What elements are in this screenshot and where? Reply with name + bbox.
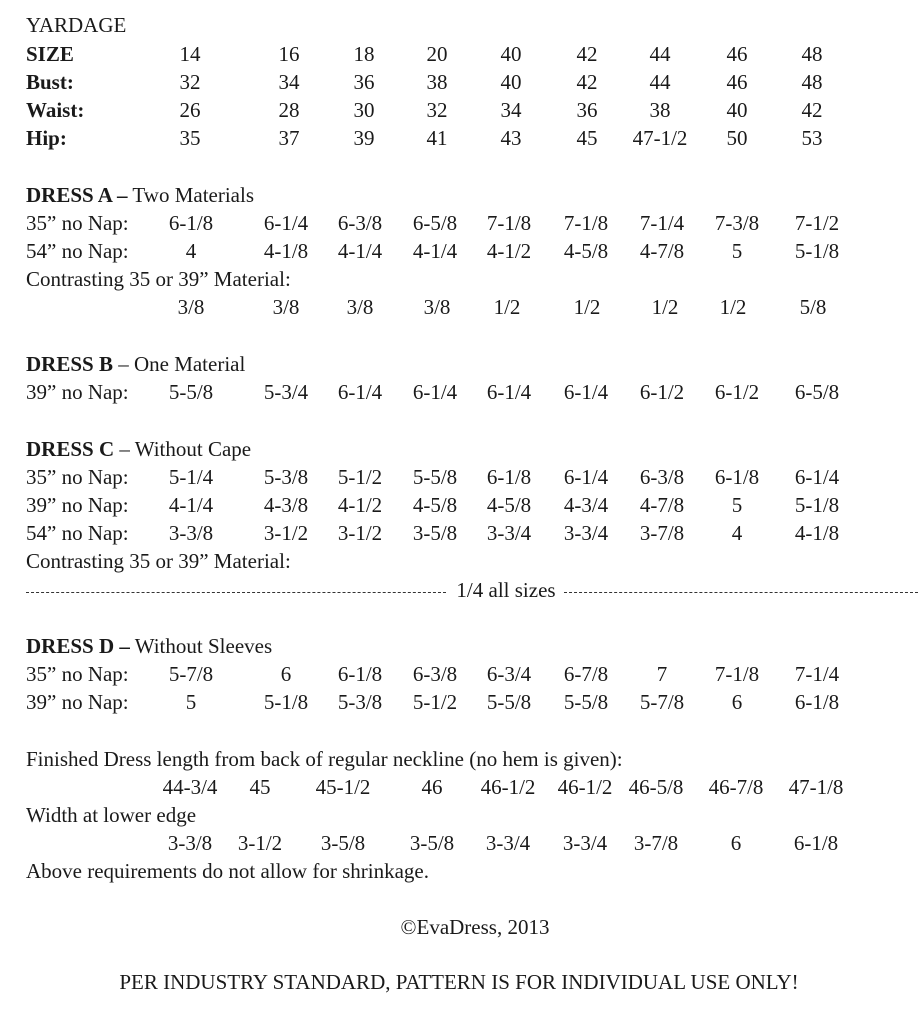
dashed-rule-right bbox=[564, 576, 918, 604]
value-cell: 3-3/4 bbox=[485, 831, 531, 855]
value-cell: 6-1/4 bbox=[263, 211, 309, 235]
value-cell: 26 bbox=[179, 98, 201, 122]
value-cell: 42 bbox=[801, 98, 823, 122]
value-cell: 42 bbox=[576, 42, 598, 66]
value-cell: 6 bbox=[731, 690, 743, 714]
hip-row bbox=[0, 124, 918, 152]
value-cell: 3-1/2 bbox=[337, 521, 383, 545]
value-cell: 5-5/8 bbox=[486, 690, 532, 714]
dress-c-all-sizes-line bbox=[0, 576, 918, 604]
value-cell: 6-3/8 bbox=[412, 662, 458, 686]
value-cell: 46-1/2 bbox=[557, 775, 613, 799]
value-cell: 6-1/4 bbox=[794, 465, 840, 489]
value-cell: 5 bbox=[731, 493, 743, 517]
row-label: 35” no Nap: bbox=[26, 662, 129, 686]
dress-b-heading bbox=[0, 350, 918, 378]
value-cell: 5-5/8 bbox=[412, 465, 458, 489]
row-label: 35” no Nap: bbox=[26, 465, 129, 489]
value-cell: 34 bbox=[500, 98, 522, 122]
value-cell: 4-3/4 bbox=[563, 493, 609, 517]
value-cell: 5-3/4 bbox=[263, 380, 309, 404]
value-cell: 5-1/8 bbox=[263, 690, 309, 714]
dress-c-contrast-label-line bbox=[0, 547, 918, 575]
yardage-title-line bbox=[0, 11, 918, 39]
row-label: 39” no Nap: bbox=[26, 493, 129, 517]
dress-b-row-39 bbox=[0, 378, 918, 406]
value-cell: 6-1/8 bbox=[168, 211, 214, 235]
row-label: 39” no Nap: bbox=[26, 690, 129, 714]
value-cell: 6-1/4 bbox=[563, 465, 609, 489]
waist-label: Waist: bbox=[26, 98, 85, 122]
value-cell: 46-1/2 bbox=[480, 775, 536, 799]
value-cell: 45-1/2 bbox=[315, 775, 371, 799]
value-cell: 3-7/8 bbox=[633, 831, 679, 855]
value-cell: 3/8 bbox=[346, 295, 374, 319]
value-cell: 47-1/2 bbox=[632, 126, 688, 150]
row-label: 39” no Nap: bbox=[26, 380, 129, 404]
value-cell: 5-7/8 bbox=[639, 690, 685, 714]
dress-a-contrast-row bbox=[0, 293, 918, 321]
value-cell: 46 bbox=[421, 775, 443, 799]
value-cell: 48 bbox=[801, 70, 823, 94]
value-cell: 6-1/2 bbox=[714, 380, 760, 404]
finished-length-row bbox=[0, 773, 918, 801]
value-cell: 3-5/8 bbox=[409, 831, 455, 855]
disclaimer-line bbox=[0, 968, 918, 996]
value-cell: 46-7/8 bbox=[708, 775, 764, 799]
value-cell: 3/8 bbox=[177, 295, 205, 319]
value-cell: 46 bbox=[726, 70, 748, 94]
value-cell: 6-5/8 bbox=[794, 380, 840, 404]
value-cell: 4-5/8 bbox=[563, 239, 609, 263]
value-cell: 7-1/8 bbox=[714, 662, 760, 686]
dress-d-heading-bold: DRESS D – bbox=[26, 634, 130, 658]
value-cell: 5/8 bbox=[799, 295, 827, 319]
disclaimer-text: PER INDUSTRY STANDARD, PATTERN IS FOR INDIVIDUAL USE ONLY! bbox=[119, 970, 799, 994]
value-cell: 6-1/8 bbox=[337, 662, 383, 686]
value-cell: 50 bbox=[726, 126, 748, 150]
value-cell: 4-1/2 bbox=[337, 493, 383, 517]
value-cell: 3-3/8 bbox=[167, 831, 213, 855]
value-cell: 4-1/8 bbox=[794, 521, 840, 545]
value-cell: 39 bbox=[353, 126, 375, 150]
hip-label: Hip: bbox=[26, 126, 67, 150]
value-cell: 4-1/4 bbox=[337, 239, 383, 263]
value-cell: 3-1/2 bbox=[237, 831, 283, 855]
value-cell: 16 bbox=[278, 42, 300, 66]
copyright-text: ©EvaDress, 2013 bbox=[400, 915, 550, 939]
dress-a-heading bbox=[0, 181, 918, 209]
dress-a-contrast-label: Contrasting 35 or 39” Material: bbox=[26, 267, 291, 291]
row-label: 54” no Nap: bbox=[26, 239, 129, 263]
finished-length-label-line bbox=[0, 745, 918, 773]
value-cell: 5-1/2 bbox=[412, 690, 458, 714]
value-cell: 30 bbox=[353, 98, 375, 122]
row-label: 54” no Nap: bbox=[26, 521, 129, 545]
value-cell: 7-3/8 bbox=[714, 211, 760, 235]
shrinkage-note: Above requirements do not allow for shrinkage. bbox=[26, 859, 429, 883]
value-cell: 6 bbox=[280, 662, 292, 686]
dress-d-row-39 bbox=[0, 688, 918, 716]
value-cell: 36 bbox=[576, 98, 598, 122]
value-cell: 32 bbox=[179, 70, 201, 94]
dress-c-heading-bold: DRESS C bbox=[26, 437, 115, 461]
dress-c-heading-text: – Without Cape bbox=[114, 437, 252, 461]
dress-d-row-35 bbox=[0, 660, 918, 688]
value-cell: 5-1/8 bbox=[794, 493, 840, 517]
value-cell: 40 bbox=[500, 70, 522, 94]
value-cell: 4-7/8 bbox=[639, 493, 685, 517]
value-cell: 4-7/8 bbox=[639, 239, 685, 263]
value-cell: 47-1/8 bbox=[788, 775, 844, 799]
value-cell: 3-5/8 bbox=[412, 521, 458, 545]
dress-c-row-39 bbox=[0, 491, 918, 519]
value-cell: 6-1/4 bbox=[486, 380, 532, 404]
value-cell: 45 bbox=[576, 126, 598, 150]
value-cell: 38 bbox=[649, 98, 671, 122]
value-cell: 36 bbox=[353, 70, 375, 94]
value-cell: 5-3/8 bbox=[263, 465, 309, 489]
value-cell: 44-3/4 bbox=[162, 775, 218, 799]
value-cell: 7-1/4 bbox=[639, 211, 685, 235]
value-cell: 4 bbox=[731, 521, 743, 545]
value-cell: 4-1/4 bbox=[168, 493, 214, 517]
value-cell: 7-1/8 bbox=[486, 211, 532, 235]
value-cell: 6-1/8 bbox=[793, 831, 839, 855]
value-cell: 28 bbox=[278, 98, 300, 122]
value-cell: 20 bbox=[426, 42, 448, 66]
value-cell: 4-5/8 bbox=[412, 493, 458, 517]
value-cell: 6-1/4 bbox=[337, 380, 383, 404]
dress-b-heading-text: – One Material bbox=[112, 352, 246, 376]
value-cell: 1/2 bbox=[493, 295, 521, 319]
value-cell: 53 bbox=[801, 126, 823, 150]
row-label: 35” no Nap: bbox=[26, 211, 129, 235]
width-lower-label-line bbox=[0, 801, 918, 829]
value-cell: 7 bbox=[656, 662, 668, 686]
value-cell: 5-1/4 bbox=[168, 465, 214, 489]
value-cell: 4 bbox=[185, 239, 197, 263]
value-cell: 38 bbox=[426, 70, 448, 94]
value-cell: 45 bbox=[249, 775, 271, 799]
value-cell: 5 bbox=[185, 690, 197, 714]
width-lower-row bbox=[0, 829, 918, 857]
value-cell: 1/2 bbox=[573, 295, 601, 319]
value-cell: 14 bbox=[179, 42, 201, 66]
value-cell: 37 bbox=[278, 126, 300, 150]
value-cell: 5-3/8 bbox=[337, 690, 383, 714]
value-cell: 5-5/8 bbox=[563, 690, 609, 714]
value-cell: 3-3/4 bbox=[562, 831, 608, 855]
bust-label: Bust: bbox=[26, 70, 74, 94]
value-cell: 6-5/8 bbox=[412, 211, 458, 235]
value-cell: 6-1/8 bbox=[714, 465, 760, 489]
dress-c-heading bbox=[0, 435, 918, 463]
value-cell: 41 bbox=[426, 126, 448, 150]
value-cell: 7-1/2 bbox=[794, 211, 840, 235]
value-cell: 3-3/4 bbox=[486, 521, 532, 545]
value-cell: 3-5/8 bbox=[320, 831, 366, 855]
copyright-line bbox=[0, 913, 918, 941]
value-cell: 5-1/2 bbox=[337, 465, 383, 489]
value-cell: 32 bbox=[426, 98, 448, 122]
value-cell: 6-7/8 bbox=[563, 662, 609, 686]
value-cell: 6-3/4 bbox=[486, 662, 532, 686]
value-cell: 4-1/4 bbox=[412, 239, 458, 263]
value-cell: 3/8 bbox=[272, 295, 300, 319]
all-sizes-text: 1/4 all sizes bbox=[456, 578, 556, 602]
value-cell: 6-1/8 bbox=[794, 690, 840, 714]
value-cell: 1/2 bbox=[719, 295, 747, 319]
value-cell: 44 bbox=[649, 42, 671, 66]
value-cell: 3-3/8 bbox=[168, 521, 214, 545]
value-cell: 6-1/4 bbox=[563, 380, 609, 404]
value-cell: 6-1/2 bbox=[639, 380, 685, 404]
dress-a-heading-bold: DRESS A – bbox=[26, 183, 128, 207]
bust-row bbox=[0, 68, 918, 96]
dress-a-heading-text: Two Materials bbox=[127, 183, 254, 207]
value-cell: 40 bbox=[500, 42, 522, 66]
value-cell: 3-3/4 bbox=[563, 521, 609, 545]
value-cell: 3/8 bbox=[423, 295, 451, 319]
dress-d-heading bbox=[0, 632, 918, 660]
width-lower-label: Width at lower edge bbox=[26, 803, 197, 827]
finished-length-label: Finished Dress length from back of regular neckline (no hem is given): bbox=[26, 747, 623, 771]
value-cell: 34 bbox=[278, 70, 300, 94]
value-cell: 4-3/8 bbox=[263, 493, 309, 517]
value-cell: 5 bbox=[731, 239, 743, 263]
value-cell: 18 bbox=[353, 42, 375, 66]
dress-b-heading-bold: DRESS B bbox=[26, 352, 113, 376]
value-cell: 40 bbox=[726, 98, 748, 122]
value-cell: 4-5/8 bbox=[486, 493, 532, 517]
value-cell: 6 bbox=[730, 831, 742, 855]
dress-a-row-54 bbox=[0, 237, 918, 265]
yardage-title: YARDAGE bbox=[26, 13, 127, 37]
value-cell: 7-1/4 bbox=[794, 662, 840, 686]
value-cell: 6-1/8 bbox=[486, 465, 532, 489]
value-cell: 6-1/4 bbox=[412, 380, 458, 404]
value-cell: 5-5/8 bbox=[168, 380, 214, 404]
value-cell: 42 bbox=[576, 70, 598, 94]
value-cell: 35 bbox=[179, 126, 201, 150]
value-cell: 5-1/8 bbox=[794, 239, 840, 263]
dress-c-contrast-label: Contrasting 35 or 39” Material: bbox=[26, 549, 291, 573]
value-cell: 1/2 bbox=[651, 295, 679, 319]
value-cell: 4-1/2 bbox=[486, 239, 532, 263]
value-cell: 6-3/8 bbox=[639, 465, 685, 489]
value-cell: 3-1/2 bbox=[263, 521, 309, 545]
size-label: SIZE bbox=[26, 42, 74, 66]
value-cell: 43 bbox=[500, 126, 522, 150]
shrinkage-note-line bbox=[0, 857, 918, 885]
size-row bbox=[0, 40, 918, 68]
value-cell: 48 bbox=[801, 42, 823, 66]
dress-a-contrast-label-line bbox=[0, 265, 918, 293]
waist-row bbox=[0, 96, 918, 124]
value-cell: 6-3/8 bbox=[337, 211, 383, 235]
dress-d-heading-text: Without Sleeves bbox=[129, 634, 273, 658]
dress-c-row-54 bbox=[0, 519, 918, 547]
value-cell: 3-7/8 bbox=[639, 521, 685, 545]
value-cell: 44 bbox=[649, 70, 671, 94]
dress-a-row-35 bbox=[0, 209, 918, 237]
value-cell: 5-7/8 bbox=[168, 662, 214, 686]
value-cell: 7-1/8 bbox=[563, 211, 609, 235]
dress-c-row-35 bbox=[0, 463, 918, 491]
dashed-rule-left bbox=[26, 576, 446, 604]
value-cell: 4-1/8 bbox=[263, 239, 309, 263]
value-cell: 46 bbox=[726, 42, 748, 66]
value-cell: 46-5/8 bbox=[628, 775, 684, 799]
